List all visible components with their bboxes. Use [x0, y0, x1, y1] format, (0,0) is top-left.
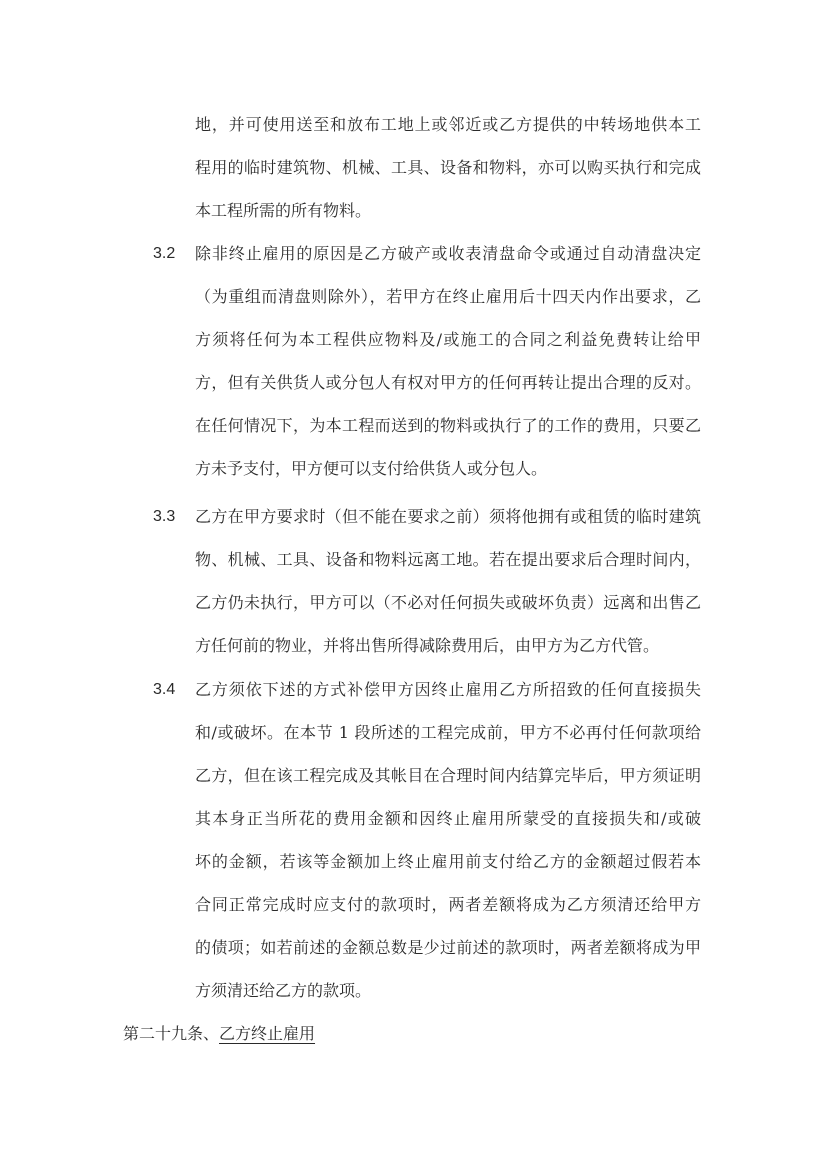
paragraph-line: 程用的临时建筑物、机械、工具、设备和物料，亦可以购买执行和完成: [195, 158, 701, 177]
paragraph-line: 方须清还给乙方的款项。: [195, 981, 372, 1000]
article-number: 第二十九条、: [123, 1024, 220, 1043]
paragraph-line: 的债项；如若前述的金额总数是少过前述的款项时，两者差额将成为甲: [195, 938, 701, 957]
paragraph-line: 地，并可使用送至和放布工地上或邻近或乙方提供的中转场地供本工: [195, 115, 701, 134]
paragraph-line: 在任何情况下，为本工程而送到的物料或执行了的工作的费用，只要乙: [195, 416, 701, 435]
paragraph-line: 乙方仍未执行，甲方可以（不必对任何损失或破坏负责）远离和出售乙: [195, 593, 701, 612]
paragraph-line: 除非终止雇用的原因是乙方破产或收表清盘命令或通过自动清盘决定: [195, 244, 701, 263]
clause-number: 3.3: [153, 508, 176, 525]
clause-number: 3.2: [153, 245, 176, 262]
paragraph-line: （为重组而清盘则除外），若甲方在终止雇用后十四天内作出要求，乙: [195, 287, 701, 306]
paragraph-line: 其本身正当所花的费用金额和因终止雇用所蒙受的直接损失和/或破: [195, 809, 701, 828]
paragraph-line: 方须将任何为本工程供应物料及/或施工的合同之利益免费转让给甲: [195, 330, 701, 349]
paragraph-line: 方未予支付，甲方便可以支付给供货人或分包人。: [195, 459, 548, 478]
paragraph-line: 坏的金额，若该等金额加上终止雇用前支付给乙方的金额超过假若本: [195, 852, 701, 871]
paragraph-line: 方，但有关供货人或分包人有权对甲方的任何再转让提出合理的反对。: [195, 373, 701, 392]
paragraph-line: 合同正常完成时应支付的款项时，两者差额将成为乙方须清还给甲方: [195, 895, 701, 914]
clause-number: 3.4: [153, 681, 176, 698]
paragraph-line: 和/或破坏。在本节 1 段所述的工程完成前，甲方不必再付任何款项给: [195, 723, 701, 742]
paragraph-line: 本工程所需的所有物料。: [195, 201, 372, 220]
paragraph-line: 乙方，但在该工程完成及其帐目在合理时间内结算完毕后，甲方须证明: [195, 766, 701, 785]
paragraph-line: 物、机械、工具、设备和物料远离工地。若在提出要求后合理时间内，: [195, 550, 701, 569]
paragraph-line: 乙方在甲方要求时（但不能在要求之前）须将他拥有或租赁的临时建筑: [195, 507, 701, 526]
article-heading: [123, 1023, 315, 1045]
paragraph-line: 乙方须依下述的方式补偿甲方因终止雇用乙方所招致的任何直接损失: [195, 680, 701, 699]
paragraph-line: 方任何前的物业，并将出售所得减除费用后，由甲方为乙方代管。: [195, 636, 660, 655]
article-title: 乙方终止雇用: [219, 1024, 316, 1043]
